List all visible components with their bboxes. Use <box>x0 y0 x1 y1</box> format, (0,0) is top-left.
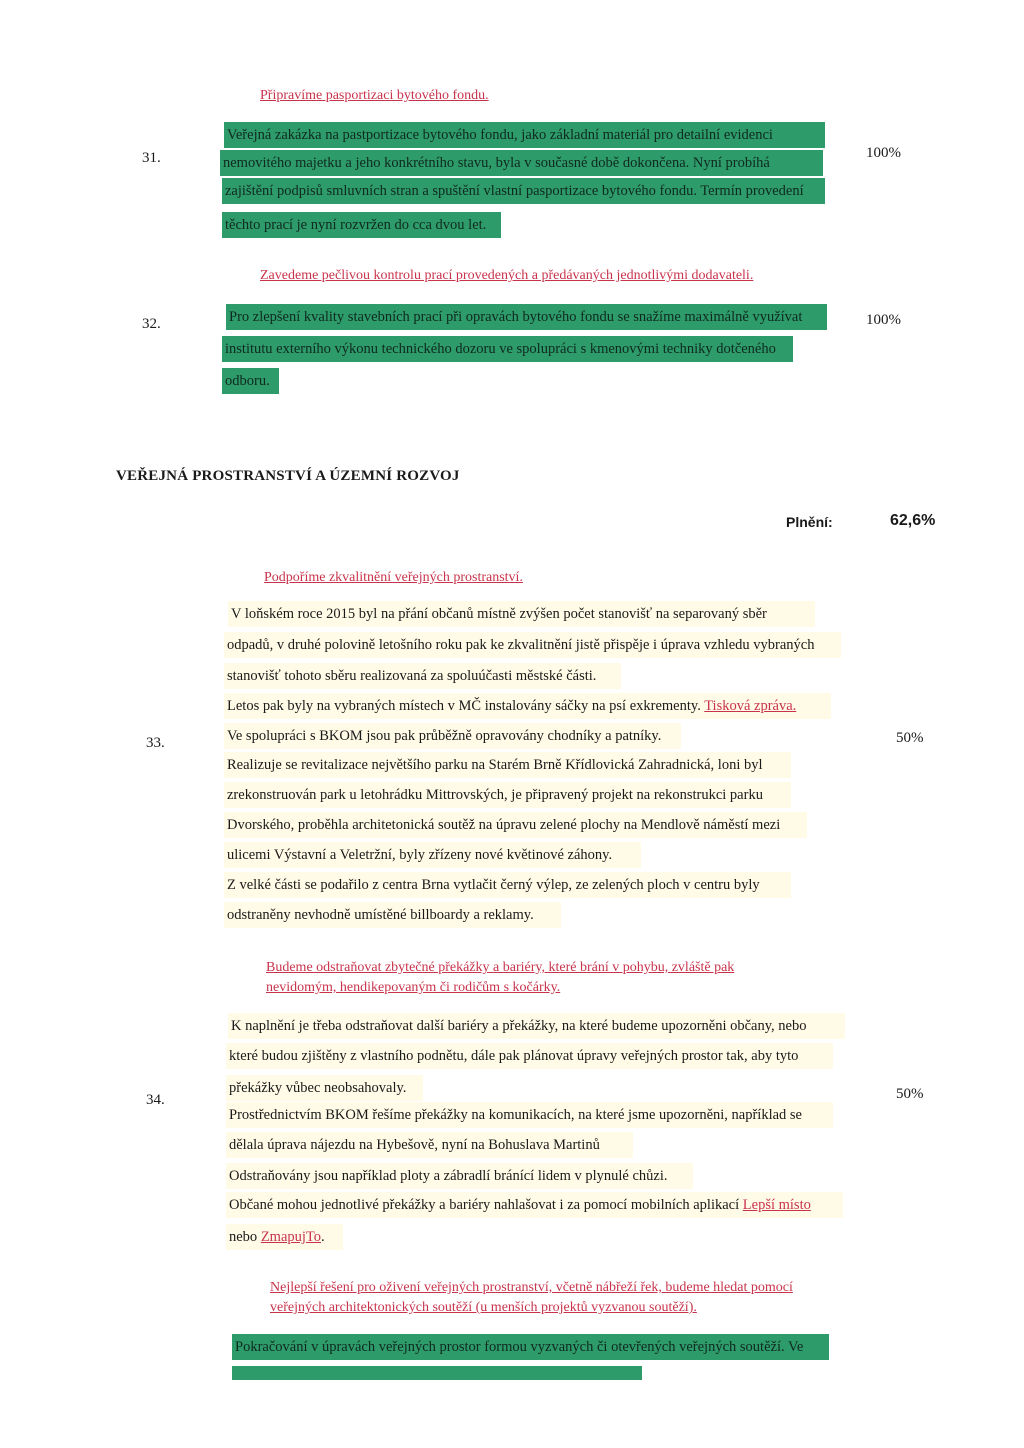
item-31-percent: 100% <box>866 145 901 161</box>
item-31-heading[interactable]: Připravíme pasportizaci bytového fondu. <box>260 88 489 103</box>
item-32-heading[interactable]: Zavedeme pečlivou kontrolu prací provedených a předávaných jednotlivými dodavateli. <box>260 268 754 283</box>
item-33-number: 33. <box>146 735 165 751</box>
text-line: zajištění podpisů smluvních stran a spuštění vlastní pasportizace bytového fondu. Termín provedení <box>222 178 825 204</box>
text-line: V loňském roce 2015 byl na přání občanů místně zvýšen počet stanovišť na separovaný sběr <box>228 601 815 627</box>
text-line: těchto prací je nyní rozvržen do cca dvou let. <box>222 212 501 238</box>
item-34-number: 34. <box>146 1092 165 1108</box>
text-line: ulicemi Výstavní a Veletržní, byly zřízeny nové květinové záhony. <box>224 842 641 868</box>
text-line: Odstraňovány jsou například ploty a zábradlí bránící lidem v plynulé chůzi. <box>226 1163 693 1189</box>
section-title: VEŘEJNÁ PROSTRANSTVÍ A ÚZEMNÍ ROZVOJ <box>116 468 460 484</box>
text-segment: Občané mohou jednotlivé překážky a bariéry nahlašovat i za pomocí mobilních aplikací <box>229 1197 740 1213</box>
item-34-heading-line-2[interactable]: nevidomým, hendikepovaným či rodičům s kočárky. <box>266 980 561 995</box>
text-line: institutu externího výkonu technického dozoru ve spolupráci s kmenovými techniky dotčeného <box>222 336 793 362</box>
text-line: zrekonstruován park u letohrádku Mittrovských, je připravený projekt na rekonstrukci parku <box>224 782 791 808</box>
text-line: stanovišť tohoto sběru realizovaná za spoluúčasti městské části. <box>224 663 621 689</box>
text-line: Pro zlepšení kvality stavebních prací při opravách bytového fondu se snažíme maximálně využívat <box>226 304 827 330</box>
text-line: odboru. <box>222 368 279 394</box>
text-line: dělala úprava nájezdu na Hybešově, nyní na Bohuslava Martinů <box>226 1132 633 1158</box>
text-line: Ve spolupráci s BKOM jsou pak průběžně opravovány chodníky a patníky. <box>224 723 681 749</box>
text-line-with-link <box>226 1224 343 1250</box>
item-31-number: 31. <box>142 150 161 166</box>
text-line: K naplnění je třeba odstraňovat další bariéry a překážky, na které budeme upozorněni občany, nebo <box>228 1013 845 1039</box>
item-33-heading[interactable]: Podpoříme zkvalitnění veřejných prostranství. <box>264 570 523 585</box>
text-line: Dvorského, proběhla architetonická soutěž na úpravu zelené plochy na Mendlově náměstí mezi <box>224 812 807 838</box>
text-segment: nebo <box>229 1229 258 1245</box>
text-line: Veřejná zakázka na pastportizace bytového fondu, jako základní materiál pro detailní evidenci <box>224 122 825 148</box>
lepsi-misto-link[interactable]: Lepší místo <box>742 1197 811 1213</box>
text-line: odstraněny nevhodně umístěné billboardy a reklamy. <box>224 902 561 928</box>
plneni-value: 62,6% <box>890 512 936 529</box>
plneni-label: Plnění: <box>786 514 833 530</box>
text-line: Z velké části se podařilo z centra Brna vytlačit černý výlep, ze zelených ploch v centru byly <box>224 872 791 898</box>
item-33-percent: 50% <box>896 730 924 746</box>
text-line-with-link <box>224 693 831 719</box>
item-34-heading-line-1[interactable]: Budeme odstraňovat zbytečné překážky a bariéry, které brání v pohybu, zvláště pak <box>266 960 735 975</box>
text-line: nemovitého majetku a jeho konkrétního stavu, byla v současné době dokončena. Nyní probíhá <box>220 150 823 176</box>
text-line: Prostřednictvím BKOM řešíme překážky na komunikacích, na které jsme upozorněni, například se <box>226 1102 833 1128</box>
text-line: překážky vůbec neobsahovaly. <box>226 1075 423 1101</box>
item-35-heading-line-1[interactable]: Nejlepší řešení pro oživení veřejných prostranství, včetně nábřeží řek, budeme hledat pomocí <box>270 1280 793 1295</box>
highlight-strip <box>232 1366 642 1380</box>
item-32-percent: 100% <box>866 312 901 328</box>
text-line-with-link <box>226 1192 843 1218</box>
item-32-number: 32. <box>142 316 161 332</box>
text-segment: . <box>321 1229 325 1245</box>
press-release-link[interactable]: Tisková zpráva. <box>704 698 797 714</box>
text-line: Pokračování v úpravách veřejných prostor formou vyzvaných či otevřených veřejných soutěží. Ve <box>232 1334 829 1360</box>
zmapujto-link[interactable]: ZmapujTo <box>260 1229 322 1245</box>
item-34-percent: 50% <box>896 1086 924 1102</box>
item-35-heading-line-2[interactable]: veřejných architektonických soutěží (u menších projektů vyzvanou soutěží). <box>270 1300 697 1315</box>
text-line: Realizuje se revitalizace největšího parku na Starém Brně Křídlovická Zahradnická, loni byl <box>224 752 791 778</box>
text-line: které budou zjištěny z vlastního podnětu, dále pak plánovat úpravy veřejných prostor tak, aby tyto <box>226 1043 833 1069</box>
text-segment: Letos pak byly na vybraných místech v MČ instalovány sáčky na psí exkrementy. <box>227 698 701 714</box>
text-line: odpadů, v druhé polovině letošního roku pak ke zkvalitnění jistě přispěje i úprava vzhledu vybraných <box>224 632 841 658</box>
